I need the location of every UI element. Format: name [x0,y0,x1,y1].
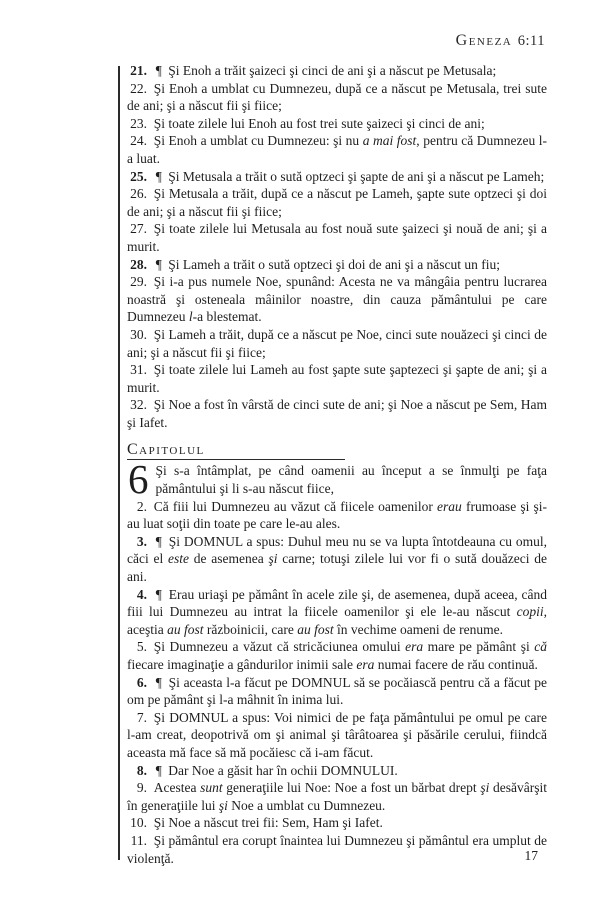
pilcrow-mark: ¶ [155,168,162,184]
verse-text: Şi Metusala a trăit, după ce a născut pe Lameh, şapte sute optzeci şi doi de ani; şi a născut fii şi fiice; [127,186,547,219]
verse-text: Şi pământul era corupt înaintea lui Dumnezeu şi pământul era umplut de violenţă. [127,832,547,866]
verse-5 [127,638,547,673]
verse-text: Şi Lameh a trăit, după ce a născut pe Noe, cinci sute nouăzeci şi cinci de ani; şi a născut fii şi fiice; [127,326,547,360]
verse-11 [127,832,547,867]
verse-text: Şi Enoh a umblat cu Dumnezeu, după ce a născut pe Metusala, trei sute de ani; şi a născut fii şi fiice; [127,80,547,114]
verse-3 [127,533,547,586]
verse-number: 23. [130,115,147,131]
verse-text: carne; totuşi zilele lui vor fi o sută douăzeci de ani. [127,551,547,585]
verse-number: 24. [130,133,147,149]
pilcrow-mark: ¶ [155,762,162,778]
verse-number: 7. [136,709,147,725]
verse-text: frumoase şi şi-au luat soţii din toate pe care le-au ales. [127,498,547,532]
verse-32 [127,396,547,431]
verse-21 [127,62,547,80]
pilcrow-mark: ¶ [155,63,162,78]
verse-text: Şi aceasta l-a făcut pe DOMNUL să se pocăiască pentru că a făcut pe om pe pământ şi l-a mâhnit în inima lui. [127,674,547,708]
pilcrow-mark: ¶ [155,674,162,690]
verse-text: , pentru că Dumnezeu l-a luat. [127,133,547,166]
opening-verse-text [156,463,548,496]
verse-number: 21. [130,63,147,78]
verse-text: Noe a umblat cu Dumnezeu. [227,797,386,813]
verse-31 [127,361,547,396]
verse-text: Şi toate zilele lui Metusala au fost nouă sute şaizeci şi nouă de ani; şi a murit. [127,221,547,254]
verse-text: de asemenea [189,551,269,567]
verse-2 [127,498,547,533]
verses-chapter5 [127,62,547,431]
chapter-heading-label: Capitolul [127,441,205,459]
verse-text: , aceştia [127,604,547,637]
italic-text: este [168,551,189,567]
verse-number: 31. [130,362,147,378]
verse-9 [127,779,547,814]
verse-text: Şi DOMNUL a spus: Voi nimici de pe faţa pământului pe omul pe care l-am creat, deopotrivă om şi animal şi târâtoarea şi păsările cerului, fiindcă aceasta mă face să mă pocăiesc că i-am făcut. [127,709,547,760]
verse-text: Şi Noe a fost în vârstă de cinci sute de ani; şi Noe a născut pe Sem, Ham şi Iafet. [127,397,547,430]
verse-text: Dar Noe a găsit har în ochii DOMNULUI. [168,762,398,778]
verse-6 [127,674,547,709]
page-number: 17 [524,848,538,863]
verse-28 [127,256,547,274]
verse-text: Şi Enoh a umblat cu Dumnezeu: şi nu [153,133,363,149]
italic-text: era [356,657,375,672]
italic-text: copii [516,604,544,620]
italic-text: au fost [297,621,334,637]
verse-text: în vechime oameni de renume. [333,621,504,637]
text-column [127,62,547,867]
left-margin-rule [118,66,120,860]
verse-text: fiecare imaginaţie a gândurilor inimii sale [127,657,357,672]
verse-text: desăvârşit în generaţiile lui [127,780,547,813]
verse-text: -a blestemat. [192,309,262,325]
verse-number: 8. [136,762,147,778]
verse-text: Şi Enoh a trăit şaizeci şi cinci de ani şi a născut pe Metusala; [168,63,497,78]
verse-4 [127,586,547,639]
verse-text: Şi s-a întâmplat, pe când oamenii au început a se înmulţi pe faţa pământului şi li s-au născut fiice, [155,463,547,497]
italic-text: era [405,639,424,655]
verse-8 [127,762,547,780]
verse-number: 32. [130,397,147,413]
italic-text: sunt [200,780,223,796]
chapter-opening-verse [127,456,547,503]
verse-number: 25. [130,168,147,184]
verse-24 [127,132,547,167]
verse-text: mare pe pământ şi [423,639,535,655]
italic-text: erau [437,498,462,514]
verse-number: 29. [130,274,147,290]
chapter-heading [127,442,345,460]
italic-text: că [534,639,547,655]
italic-text: şi [218,797,228,813]
pilcrow-mark: ¶ [155,586,162,602]
verse-number: 2. [136,498,147,514]
verse-text: Acestea [153,780,201,796]
verse-number: 28. [130,256,147,272]
verse-25 [127,168,547,186]
verse-number: 3. [136,533,147,549]
italic-text: a mai fost [362,133,417,149]
verse-number: 4. [136,586,147,602]
verse-29 [127,273,547,326]
running-header [456,32,545,50]
verse-number: 6. [136,674,147,690]
verse-22 [127,80,547,115]
italic-text: şi [268,551,278,567]
verse-text: Erau uriaşi pe pământ în acele zile şi, de asemenea, după aceea, când fiii lui Dumnezeu au intrat la fiicele oamenilor şi ele le-au născut [127,586,548,620]
verse-number: 30. [130,326,147,342]
verse-text: Şi Dumnezeu a văzut că stricăciunea omului [153,639,406,655]
italic-text: au fost [167,621,204,637]
verse-number: 27. [130,221,147,237]
pilcrow-mark: ¶ [155,533,162,549]
verse-text: numai facere de rău continuă. [374,657,538,672]
running-header-reference: 6:11 [517,33,545,49]
verse-10 [127,814,547,832]
verse-text: Şi i-a pus numele Noe, spunând: Acesta ne va mângâia pentru lucrarea noastră şi osteneala mâinilor noastre, din cauza pământului pe care Dumnezeu [127,274,547,325]
verse-number: 5. [136,639,147,655]
italic-text: şi [480,780,490,796]
verse-7 [127,709,547,762]
verse-23 [127,115,547,133]
chapter-drop-cap-number: 6 [128,456,149,503]
verse-26 [127,185,547,220]
verse-27 [127,220,547,255]
verse-text: Şi DOMNUL a spus: Duhul meu nu se va lupta întotdeauna cu omul, căci el [127,533,548,567]
verse-text: Că fiii lui Dumnezeu au văzut că fiicele oamenilor [153,498,438,514]
verse-text: Şi toate zilele lui Lameh au fost şapte sute şaptezeci şi şapte de ani; şi a murit. [127,362,547,395]
verse-number: 26. [130,186,147,202]
verse-number: 10. [130,815,147,831]
verse-text: Şi toate zilele lui Enoh au fost trei sute şaizeci şi cinci de ani; [153,115,485,131]
verse-number: 22. [130,80,147,96]
verse-text: Şi Metusala a trăit o sută optzeci şi şapte de ani şi a născut pe Lameh; [168,168,545,184]
verses-chapter6 [127,498,547,867]
verse-text: generaţiile lui Noe: Noe a fost un bărbat drept [222,780,481,796]
verse-number: 9. [136,780,147,796]
verse-text: Şi Lameh a trăit o sută optzeci şi doi de ani şi a născut un fiu; [168,256,501,272]
verse-text: războinicii, care [203,621,298,637]
verse-number: 11. [130,832,147,848]
running-header-book: Geneza [455,32,513,49]
italic-text: l [188,309,193,325]
verse-30 [127,326,547,361]
pilcrow-mark: ¶ [155,256,162,272]
verse-text: Şi Noe a născut trei fii: Sem, Ham şi Iafet. [153,815,383,831]
